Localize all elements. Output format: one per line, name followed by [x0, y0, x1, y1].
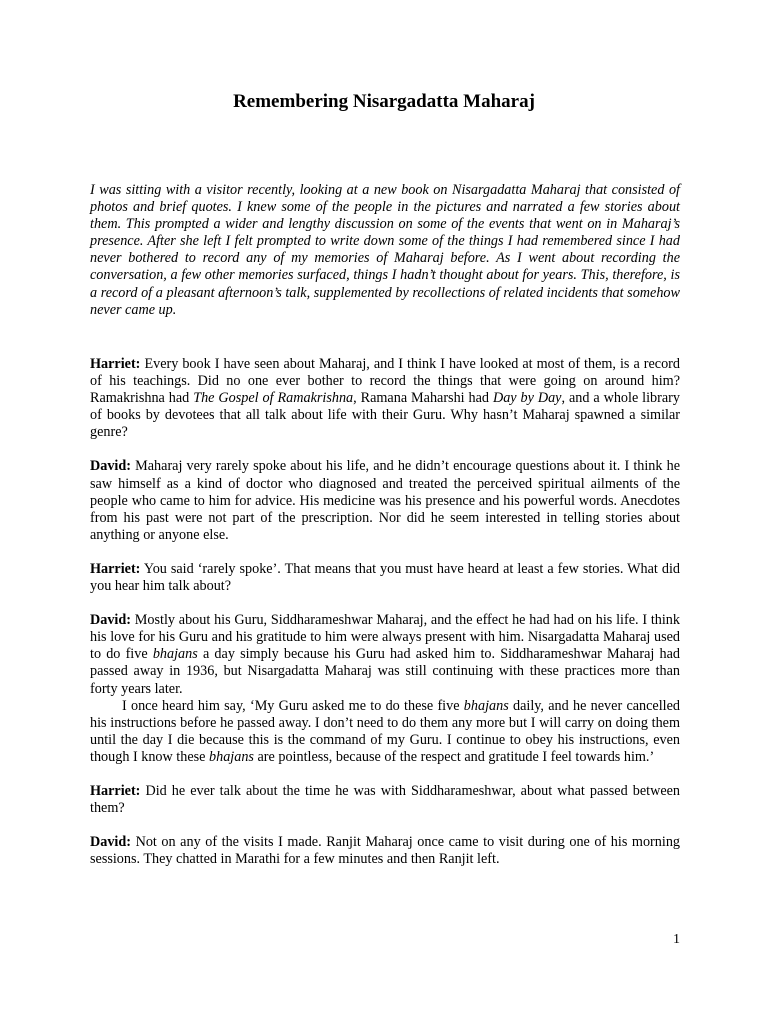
dialogue-paragraph	[90, 561, 680, 595]
speaker-label: David:	[90, 458, 131, 475]
dialogue-text: Maharaj very rarely spoke about his life, and he didn’t encourage questions about it. I think he saw himself as a kind of doctor who diagnosed and treated the perceived spiritual ailments of the people who came to him for advice. His medicine was his presence and his powerful words. Anecdotes from his past were not part of the prescription. Nor did he seem interested in telling stories about anything or anyone else.	[90, 458, 681, 543]
dialogue-paragraph	[90, 834, 680, 868]
dialogue-paragraph	[90, 458, 680, 543]
speaker-label: Harriet:	[90, 560, 141, 577]
dialogue-paragraph	[90, 356, 680, 441]
dialogue-text: Not on any of the visits I made. Ranjit Maharaj once came to visit during one of his morning sessions. They chatted in Marathi for a few minutes and then Ranjit left.	[90, 834, 681, 868]
page-number: 1	[673, 932, 680, 947]
intro-paragraph: I was sitting with a visitor recently, looking at a new book on Nisargadatta Maharaj that consisted of photos and brief quotes. I knew some of the people in the pictures and narrated a few stories about them. This prompted a wider and lengthy discussion on some of the events that went on in Maharaj’s presence. After she left I felt prompted to write down some of the things I had remembered since I had never bothered to record any of my memories of Maharaj before. As I went about recording the conversation, a few other memories surfaced, things I hadn’t thought about for years. This, therefore, is a record of a pleasant afternoon’s talk, supplemented by recollections of related incidents that somehow never came up.	[90, 182, 680, 318]
italic-term-bhajans: bhajans	[463, 697, 509, 714]
dialogue-text: I once heard him say, ‘My Guru asked me to do these five	[122, 697, 464, 714]
dialogue-text: , Ramana Maharshi had	[353, 390, 493, 407]
speaker-label: Harriet:	[90, 356, 141, 372]
dialogue-text: You said ‘rarely spoke’. That means that you must have heard at least a few stories. What did you hear him talk about?	[90, 560, 680, 595]
book-title-day-by-day: Day by Day	[492, 390, 562, 407]
dialogue-text: daily, and he never cancelled his instructions before he passed away. I don’t need to do them any more but I will carry on doing them until the day I die because this is the command of my Guru. I continue to obey his instructions, even though I know these	[90, 697, 680, 765]
dialogue-text: are pointless, because of the respect and gratitude I feel towards him.’	[253, 748, 655, 765]
italic-term-bhajans: bhajans	[209, 748, 254, 765]
dialogue-text: , and a whole library of books by devotees that all talk about life with their Guru. Why hasn’t Maharaj spawned a similar genre?	[90, 390, 680, 441]
page-title: Remembering Nisargadatta Maharaj	[233, 91, 535, 112]
dialogue-continuation	[90, 698, 680, 766]
dialogue-text: a day simply because his Guru had asked him to. Siddharameshwar Maharaj had passed away in 1936, but Nisargadatta Maharaj was still continuing with these practices more than forty years later.	[90, 646, 680, 697]
dialogue-paragraph	[90, 783, 680, 817]
dialogue-paragraph	[90, 612, 680, 766]
dialogue	[90, 356, 680, 885]
italic-term-bhajans: bhajans	[152, 646, 198, 663]
dialogue-text: Did he ever talk about the time he was with Siddharameshwar, about what passed between them?	[90, 782, 681, 817]
speaker-label: David:	[90, 612, 131, 629]
dialogue-text: Mostly about his Guru, Siddharameshwar Maharaj, and the effect he had had on his life. I think his love for his Guru and his gratitude to him were always present with him. Nisargadatta Maharaj used to do five	[90, 612, 680, 663]
dialogue-text: Every book I have seen about Maharaj, and I think I have looked at most of them, is a record of his teachings. Did no one ever bother to record the things that were going on around him? Ramakrishna had	[90, 356, 680, 407]
speaker-label: David:	[90, 834, 131, 851]
book-title-gospel: The Gospel of Ramakrishna	[193, 390, 354, 407]
speaker-label: Harriet:	[90, 782, 141, 799]
